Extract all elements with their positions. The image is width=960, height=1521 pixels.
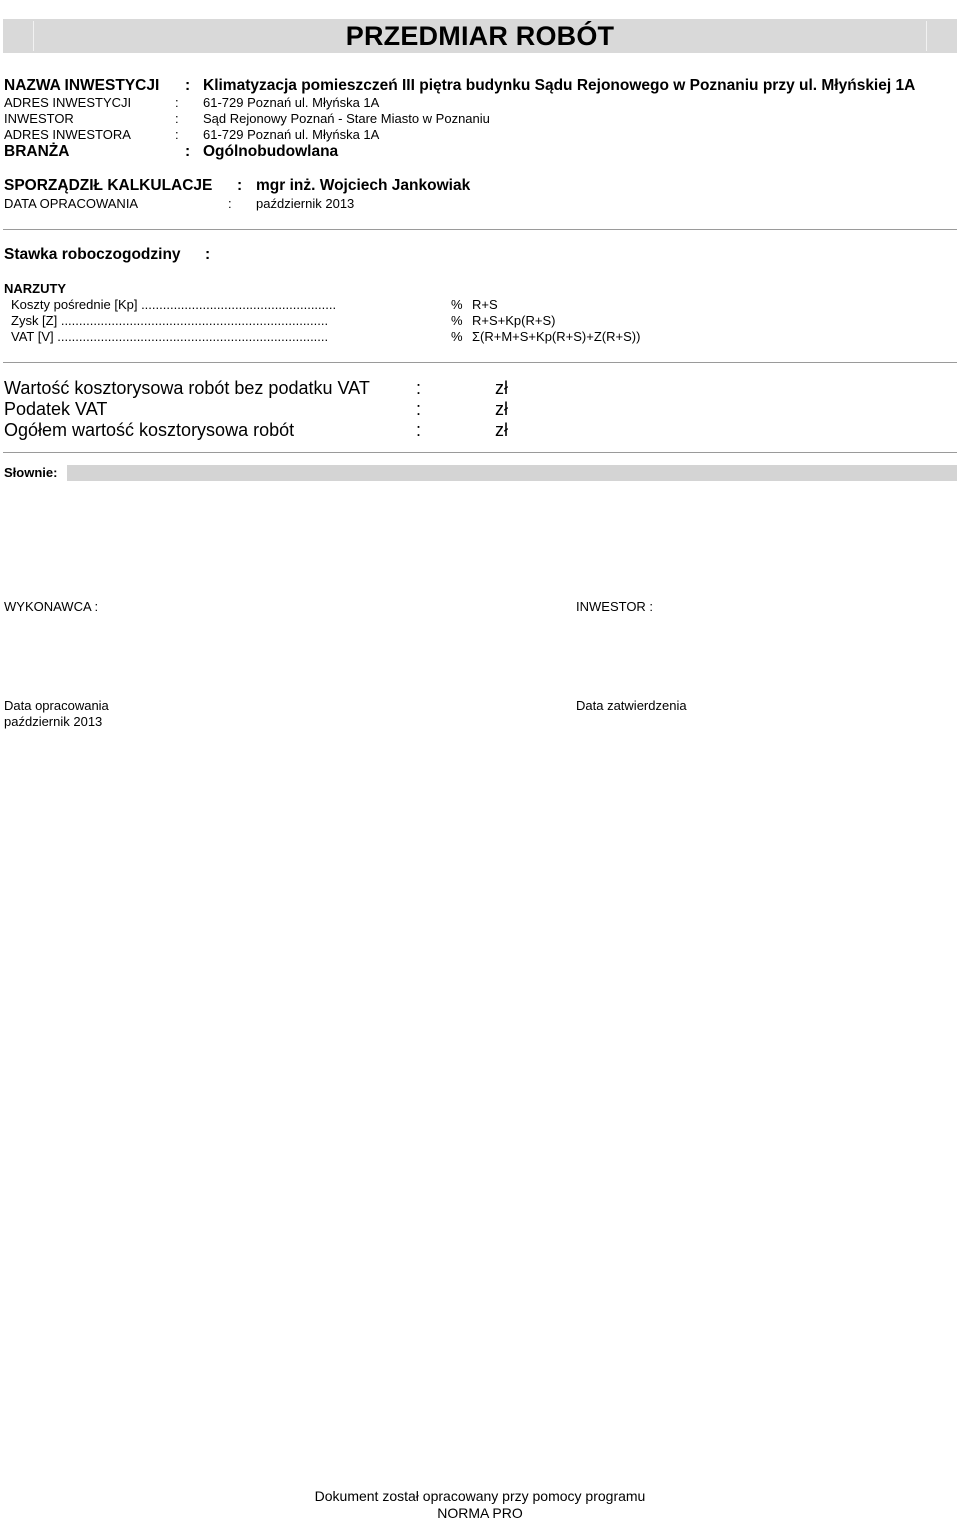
investment-address-value: 61-729 Poznań ul. Młyńska 1A <box>203 95 380 110</box>
footer-program-name: NORMA PRO <box>437 1505 523 1521</box>
investment-name-value: Klimatyzacja pomieszczeń III piętra budynku Sądu Rejonowego w Poznaniu przy ul. Młyńskiej 1A <box>203 77 916 94</box>
surcharge-row-label: Koszty pośrednie [Kp] ...................................................... <box>11 297 337 312</box>
prepared-by-value: mgr inż. Wojciech Jankowiak <box>256 177 471 194</box>
date-approved-label: Data zatwierdzenia <box>576 698 687 713</box>
surcharge-row-basis: R+S <box>472 297 498 312</box>
date-prepared-label: Data opracowania <box>4 698 109 713</box>
investor-address-colon: : <box>175 127 179 142</box>
title-bar-divider <box>33 21 34 51</box>
date-prepared-value: październik 2013 <box>4 714 103 729</box>
vat-amount-label: Podatek VAT <box>4 399 108 419</box>
contractor-label: WYKONAWCA : <box>4 599 99 614</box>
vat-amount-colon: : <box>416 399 422 419</box>
vat-amount-currency: zł <box>495 399 508 419</box>
trade-value: Ogólnobudowlana <box>203 143 339 160</box>
net-value-colon: : <box>416 378 422 398</box>
preparation-date-colon: : <box>228 196 232 211</box>
prepared-by-label: SPORZĄDZIŁ KALKULACJE <box>4 177 213 194</box>
preparation-date-value: październik 2013 <box>256 196 355 211</box>
investment-address-label: ADRES INWESTYCJI <box>4 95 132 110</box>
surcharge-row-label: VAT [V] ........................................................................... <box>11 329 329 344</box>
document-title: PRZEDMIAR ROBÓT <box>345 20 615 51</box>
footer-line: Dokument został opracowany przy pomocy programu <box>314 1488 646 1504</box>
trade-label: BRANŻA <box>4 143 70 160</box>
investment-name-label: NAZWA INWESTYCJI <box>4 77 160 94</box>
net-value-currency: zł <box>495 378 508 398</box>
surcharge-row-basis: Σ(R+M+S+Kp(R+S)+Z(R+S)) <box>472 329 641 344</box>
amount-in-words-bar <box>3 465 957 481</box>
section-divider <box>3 452 957 453</box>
gross-value-colon: : <box>416 420 422 440</box>
investor-signature-label: INWESTOR : <box>576 599 654 614</box>
investor-value: Sąd Rejonowy Poznań - Stare Miasto w Poznaniu <box>203 111 490 126</box>
investor-label: INWESTOR <box>4 111 74 126</box>
investor-address-value: 61-729 Poznań ul. Młyńska 1A <box>203 127 380 142</box>
preparation-date-label: DATA OPRACOWANIA <box>4 196 139 211</box>
title-bar <box>3 19 957 53</box>
gross-value-currency: zł <box>495 420 508 440</box>
trade-colon: : <box>185 143 191 160</box>
amount-in-words-label: Słownie: <box>4 465 58 480</box>
section-divider <box>3 362 957 363</box>
investor-colon: : <box>175 111 179 126</box>
title-bar-divider <box>926 21 927 51</box>
surcharge-row-unit: % <box>451 297 463 312</box>
investor-address-label: ADRES INWESTORA <box>4 127 131 142</box>
surcharge-row-basis: R+S+Kp(R+S) <box>472 313 556 328</box>
surcharge-row-label: Zysk [Z] .......................................................................... <box>11 313 329 328</box>
section-divider <box>3 229 957 230</box>
prepared-by-colon: : <box>237 177 243 194</box>
surcharge-row-unit: % <box>451 329 463 344</box>
gross-value-label: Ogółem wartość kosztorysowa robót <box>4 420 295 440</box>
surcharge-row-unit: % <box>451 313 463 328</box>
investment-name-colon: : <box>185 77 191 94</box>
surcharges-heading: NARZUTY <box>4 281 67 296</box>
labor-rate-colon: : <box>205 246 211 263</box>
net-value-label: Wartość kosztorysowa robót bez podatku VAT <box>4 378 370 398</box>
investment-address-colon: : <box>175 95 179 110</box>
labor-rate-label: Stawka roboczogodziny <box>4 246 181 263</box>
